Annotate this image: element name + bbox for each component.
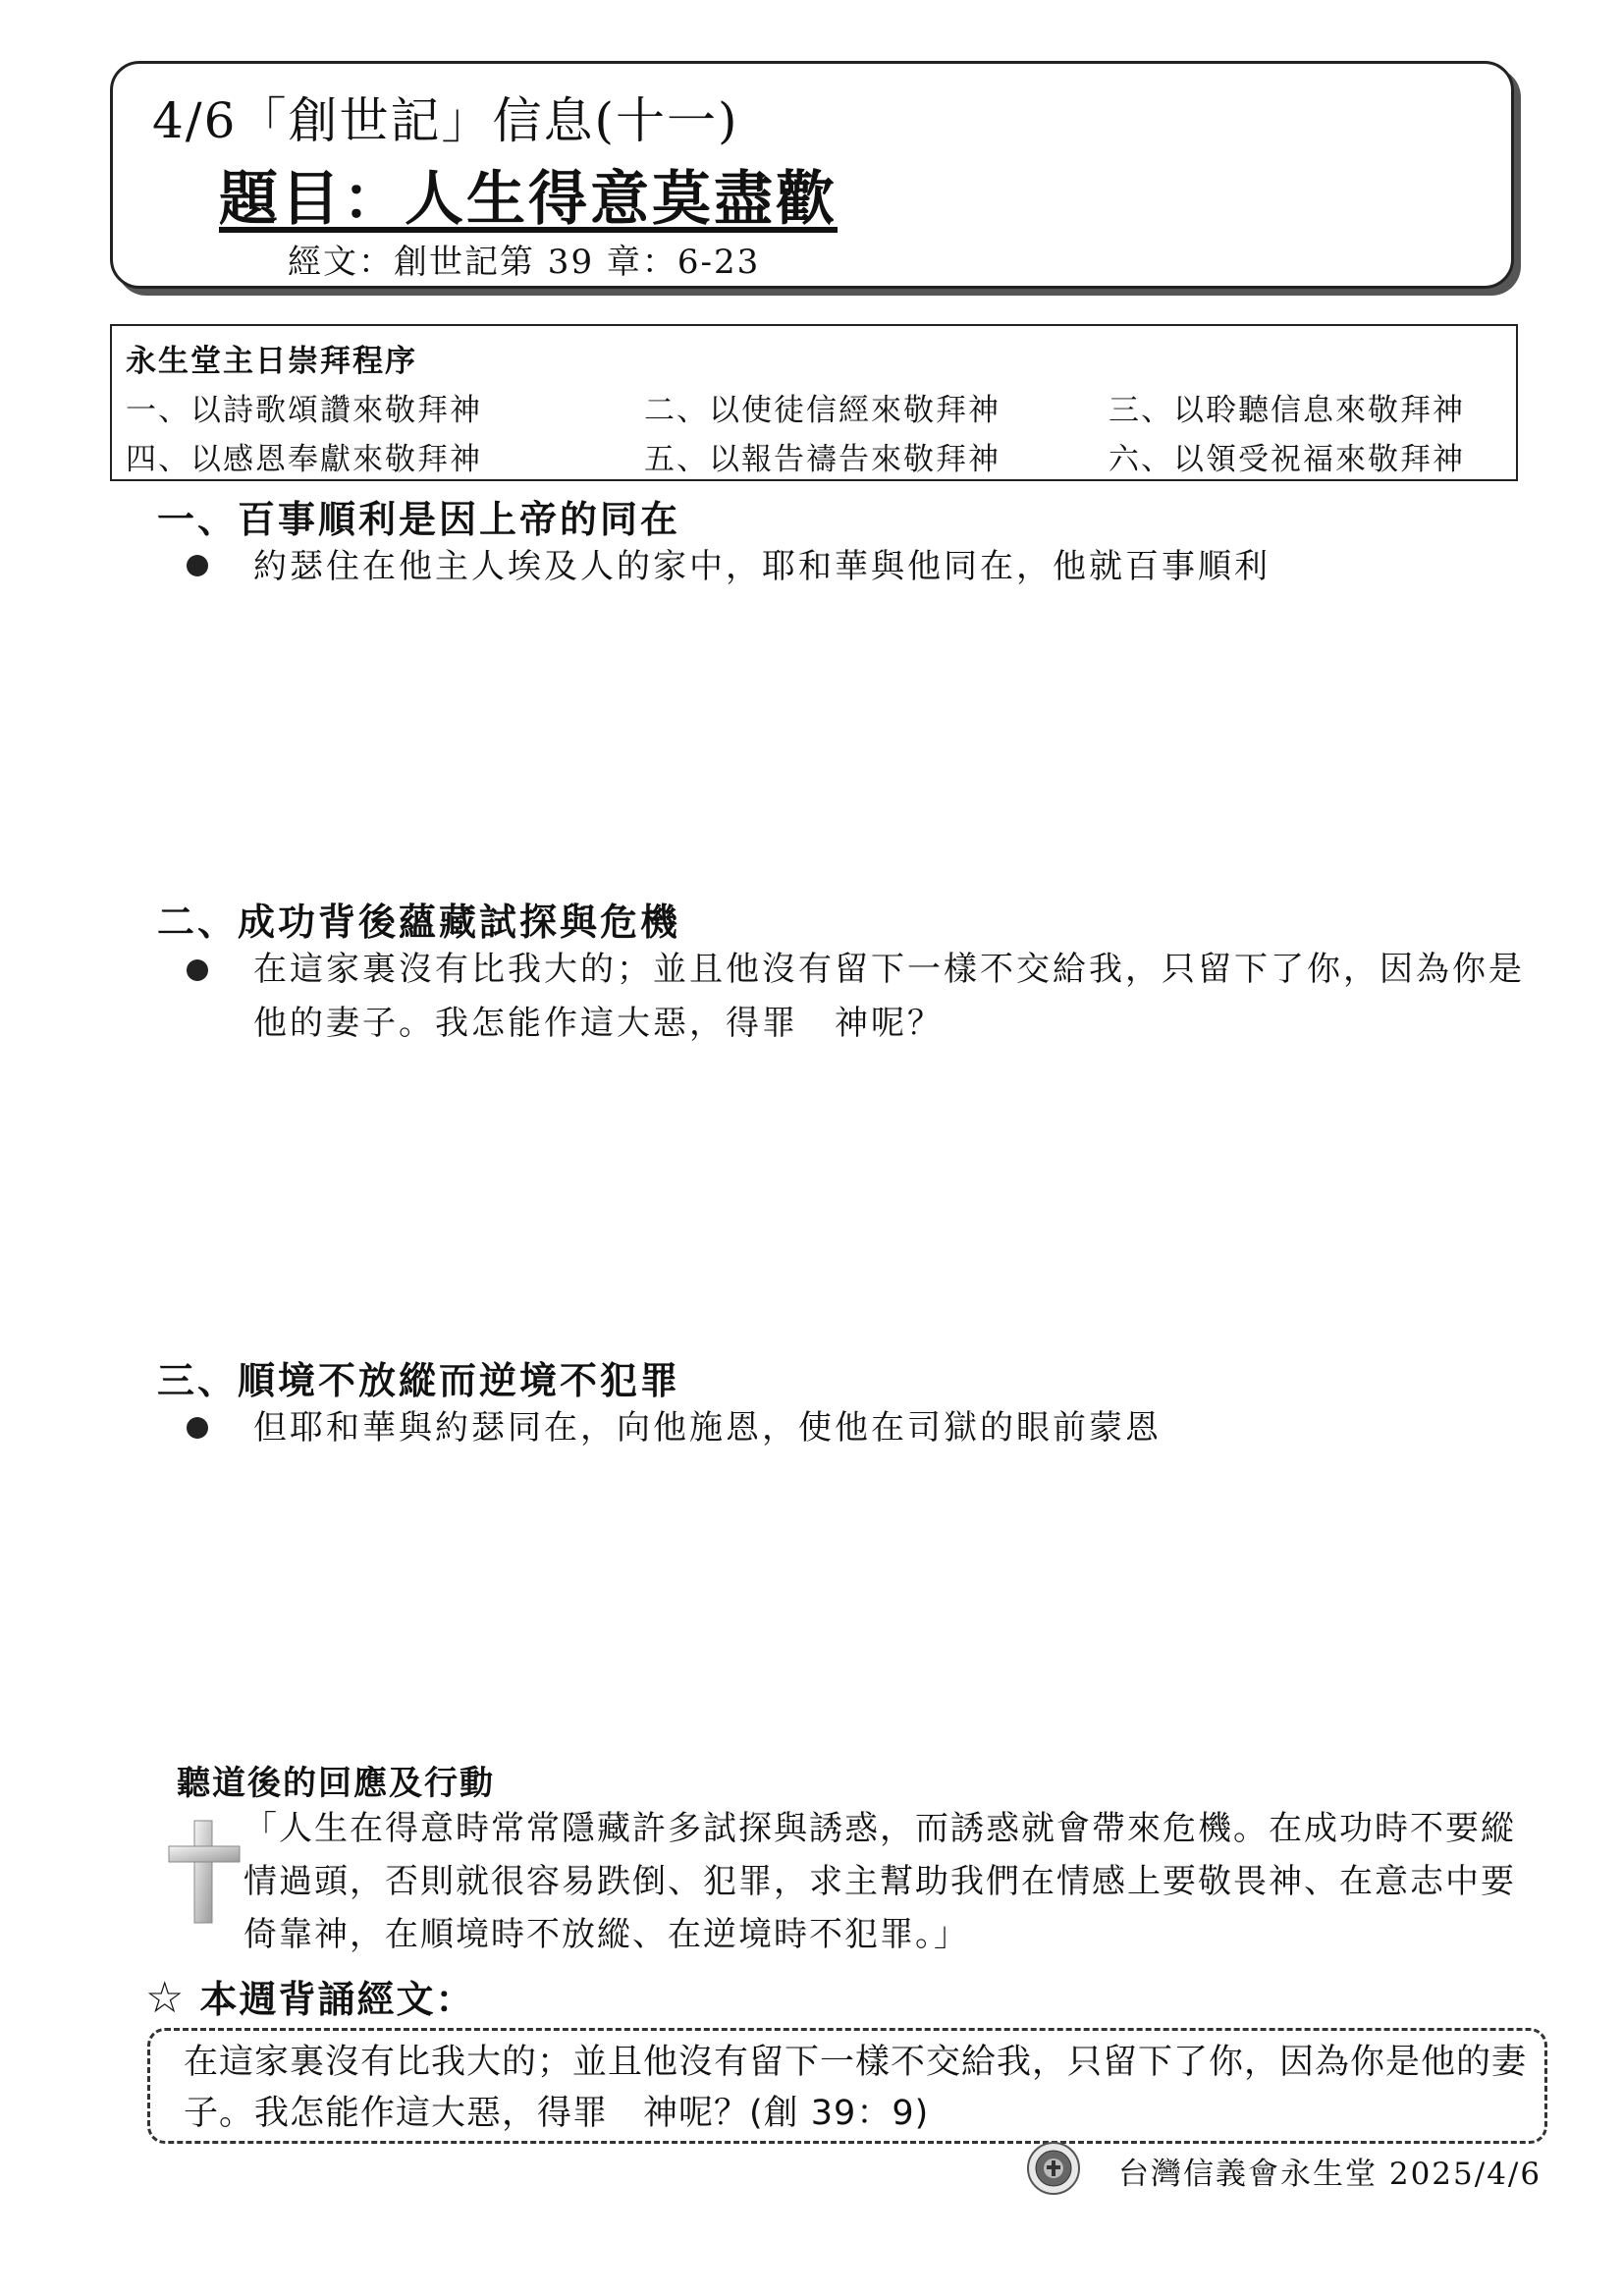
footer-text: 台灣信義會永生堂 2025/4/6 xyxy=(1118,2157,1542,2192)
worship-order-title: 永生堂主日崇拜程序 xyxy=(126,344,417,379)
star-icon: ☆ xyxy=(145,1973,187,2023)
section-3-bullet: 但耶和華與約瑟同在，向他施恩，使他在司獄的眼前蒙恩 xyxy=(253,1408,1162,1448)
worship-order-item: 一、以詩歌頌讚來敬拜神 xyxy=(126,393,482,428)
worship-order-item: 三、以聆聽信息來敬拜神 xyxy=(1109,393,1465,428)
response-text: 「人生在得意時常常隱藏許多試探與誘惑，而誘惑就會帶來危機。在成功時不要縱情過頭，否則就很容易跌倒、犯罪，求主幫助我們在情感上要敬畏神、在意志中要倚靠神，在順境時不放縱、在逆境時不犯罪。」 xyxy=(243,1809,1516,1954)
memory-verse-heading-text: 本週背誦經文： xyxy=(199,1978,475,2021)
bullet-dot xyxy=(187,1417,208,1439)
memory-verse-text: 在這家裏沒有比我大的；並且他沒有留下一樣不交給我，只留下了你，因為你是他的妻子。我怎能作這大惡，得罪 神呢？(創 39：9) xyxy=(184,2043,1528,2133)
response-title: 聽道後的回應及行動 xyxy=(177,1764,495,1803)
section-heading-3: 三、順境不放縱而逆境不犯罪 xyxy=(157,1358,681,1402)
sermon-title: 題目：人生得意莫盡歡 xyxy=(219,165,838,234)
series-title: 4/6「創世記」信息(十一) xyxy=(152,92,739,149)
memory-verse-heading xyxy=(145,1969,474,2023)
memory-verse-box xyxy=(147,2028,1547,2144)
worship-order-item: 二、以使徒信經來敬拜神 xyxy=(644,393,1001,428)
worship-order-box xyxy=(110,324,1518,481)
worship-order-item: 四、以感恩奉獻來敬拜神 xyxy=(126,442,482,477)
section-heading-1: 一、百事順利是因上帝的同在 xyxy=(157,497,681,541)
section-heading-2: 二、成功背後蘊藏試探與危機 xyxy=(157,900,681,944)
church-seal-icon xyxy=(1026,2141,1081,2196)
scripture-reference: 經文：創世記第 39 章：6-23 xyxy=(288,243,761,282)
worship-order-item: 五、以報告禱告來敬拜神 xyxy=(644,442,1001,477)
bullet-dot xyxy=(187,555,208,576)
section-1-bullet: 約瑟住在他主人埃及人的家中，耶和華與他同在，他就百事順利 xyxy=(253,547,1271,586)
section-2-bullet: 在這家裏沒有比我大的；並且他沒有留下一樣不交給我，只留下了你，因為你是他的妻子。我怎能作這大惡，得罪 神呢？ xyxy=(253,950,1525,1043)
bullet-dot xyxy=(187,959,208,981)
header-box xyxy=(110,61,1514,289)
cross-icon xyxy=(165,1819,243,1927)
worship-order-item: 六、以領受祝福來敬拜神 xyxy=(1109,442,1465,477)
